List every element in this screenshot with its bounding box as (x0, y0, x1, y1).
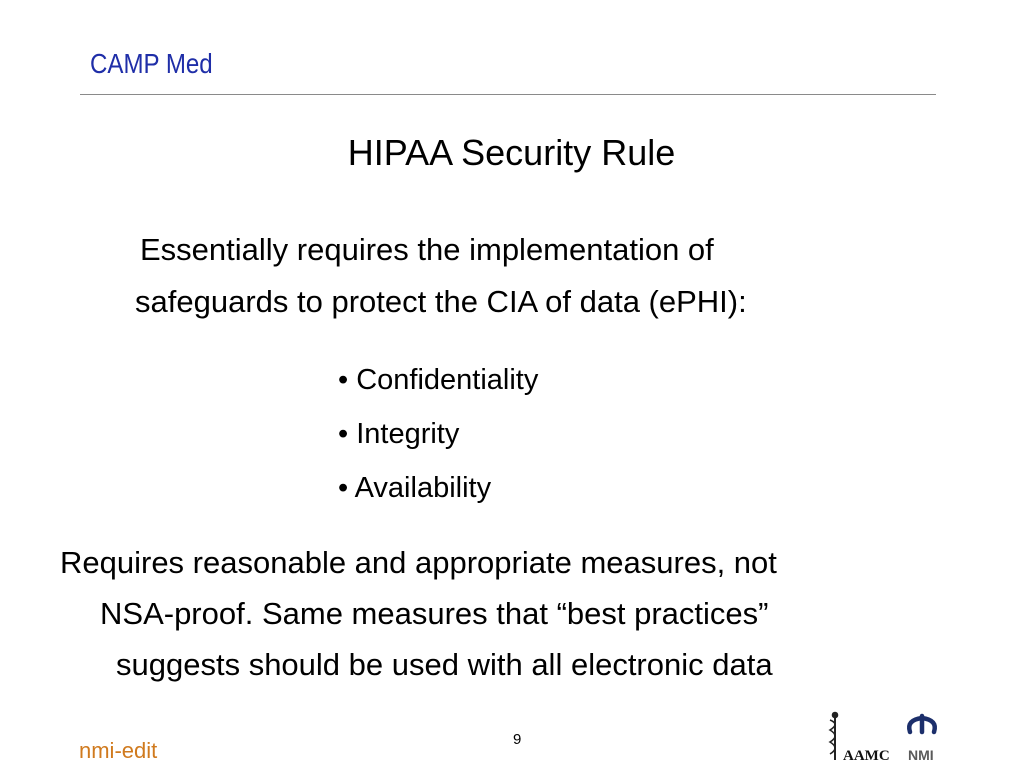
aamc-logo-text: AAMC (843, 748, 890, 764)
header-divider (80, 94, 936, 95)
slide-title: HIPAA Security Rule (347, 132, 676, 173)
bullet-confidentiality: • Confidentiality (338, 364, 539, 396)
bullet-availability: • Availability (338, 472, 492, 504)
intro-line-1: Essentially requires the implementation of (140, 232, 714, 267)
nmi-mark-icon (909, 716, 935, 732)
intro-line-2: safeguards to protect the CIA of data (ePHI): (135, 284, 747, 319)
intro-paragraph (118, 224, 958, 328)
cia-bullet-list (338, 353, 538, 515)
header-brand: CAMP Med (90, 48, 213, 79)
page-number: 9 (513, 731, 522, 748)
caduceus-icon (830, 713, 838, 761)
body-paragraph (0, 537, 1023, 690)
body-line-3: suggests should be used with all electronic data (116, 647, 773, 682)
footer-logos (822, 710, 942, 770)
footer-brand: nmi-edit (79, 738, 158, 763)
bullet-integrity: • Integrity (338, 418, 460, 450)
nmi-logo-text: NMI (908, 747, 934, 763)
body-line-2: NSA-proof. Same measures that “best practices” (100, 596, 769, 631)
body-line-1: Requires reasonable and appropriate measures, not (60, 545, 777, 580)
